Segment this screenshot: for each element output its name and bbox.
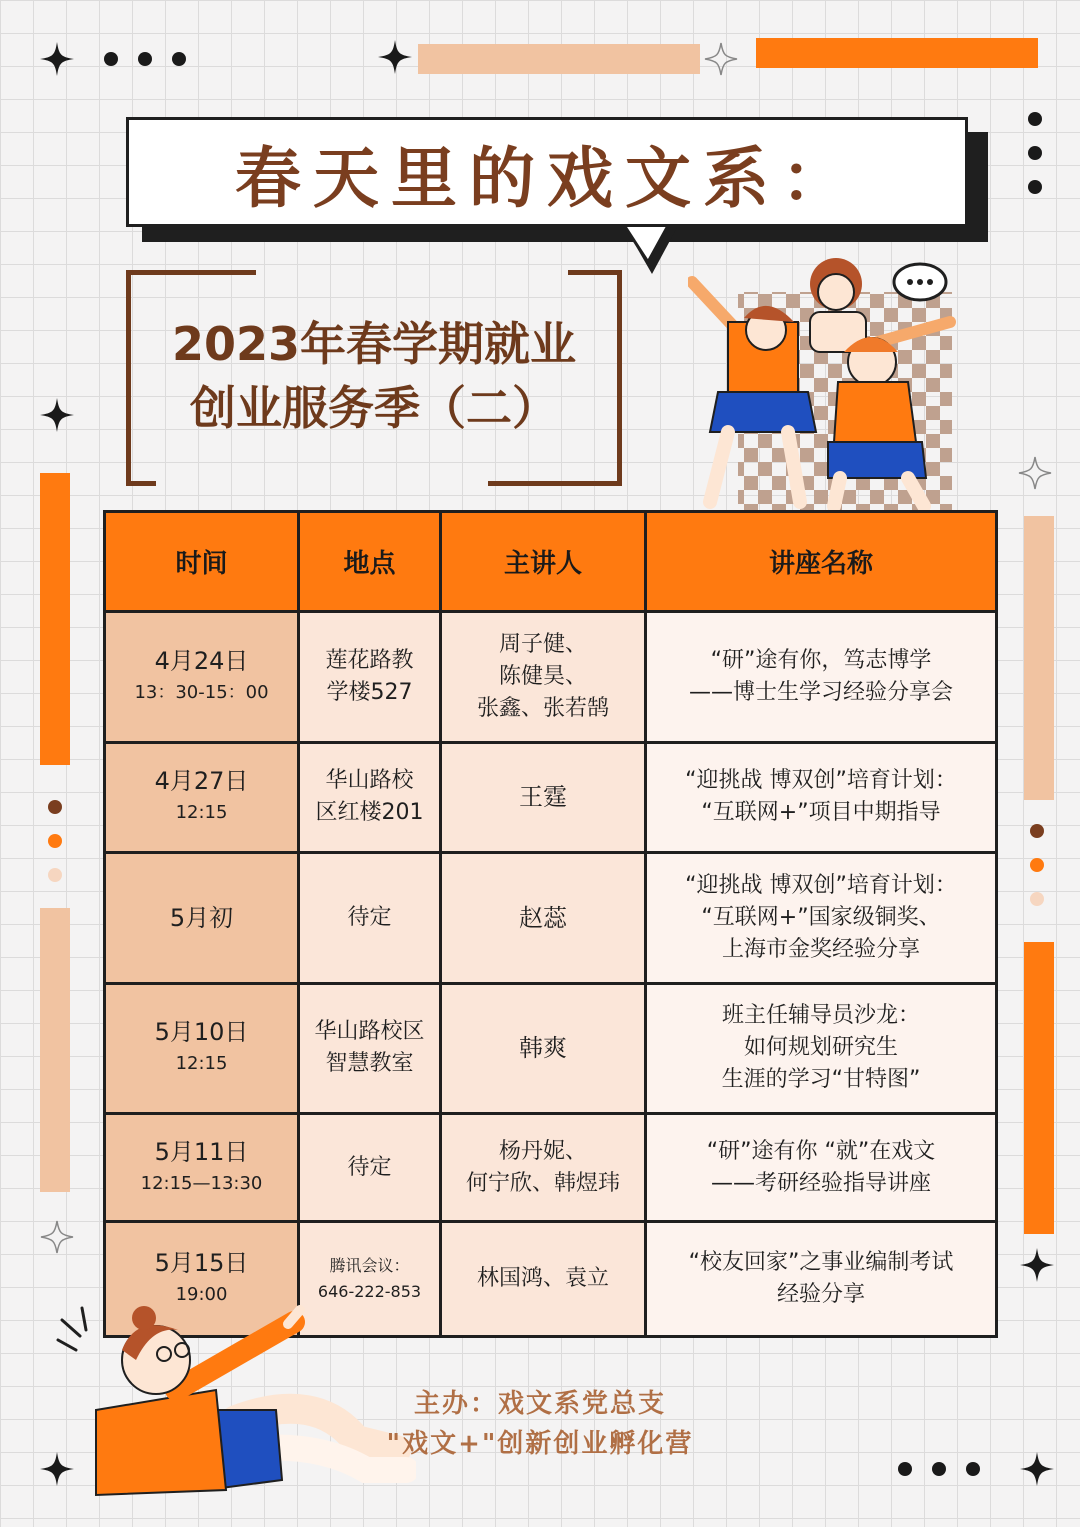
deco-dot xyxy=(1028,180,1042,194)
deco-bar-orange-left xyxy=(40,473,70,765)
speaker-line: 张鑫、张若鹄 xyxy=(476,695,609,721)
frame-corner xyxy=(568,270,622,275)
cell-place xyxy=(299,742,441,852)
table-row xyxy=(105,852,997,983)
title-line: 经验分享 xyxy=(776,1282,865,1308)
sparkle-icon xyxy=(1020,1452,1054,1486)
title-line: “研”途有你，笃志博学 xyxy=(710,647,932,673)
title-line: “互联网+”项目中期指导 xyxy=(701,800,941,826)
sparkle-outline-icon xyxy=(40,1220,74,1254)
deco-dot xyxy=(898,1462,912,1476)
cell-date xyxy=(105,1114,299,1222)
speaker-line: 赵蕊 xyxy=(519,903,567,932)
cell-place xyxy=(299,852,441,983)
place-line: 腾讯会议： xyxy=(329,1256,410,1276)
deco-dot xyxy=(138,52,152,66)
deco-bar-peach-left xyxy=(40,908,70,1192)
table-row xyxy=(105,983,997,1114)
title-line: 如何规划研究生 xyxy=(743,1035,898,1061)
deco-dot-brown xyxy=(1030,824,1044,838)
table-row xyxy=(105,742,997,852)
speaker-line: 王霆 xyxy=(519,783,567,812)
illustration-people-celebrating xyxy=(688,252,960,512)
cell-lecture-title xyxy=(646,742,997,852)
cell-lecture-title xyxy=(646,852,997,983)
deco-bar-orange-right xyxy=(1024,942,1054,1234)
place-line: 莲花路教 xyxy=(325,647,414,673)
deco-dot xyxy=(104,52,118,66)
date-text: 5月10日 xyxy=(154,1018,249,1047)
place-line: 646-222-853 xyxy=(317,1282,422,1302)
cell-date xyxy=(105,742,299,852)
speaker-line: 杨丹妮、 xyxy=(498,1138,587,1164)
cell-lecture-title xyxy=(646,1222,997,1337)
title-line: “校友回家”之事业编制考试 xyxy=(688,1250,954,1276)
date-text: 4月24日 xyxy=(154,646,249,675)
cell-speaker xyxy=(441,742,646,852)
deco-dot-peach xyxy=(1030,892,1044,906)
cell-date xyxy=(105,983,299,1114)
deco-dot xyxy=(966,1462,980,1476)
title-line: “迎挑战 博双创”培育计划： xyxy=(685,872,957,898)
frame-corner xyxy=(488,481,622,486)
deco-bar-peach-top xyxy=(418,44,700,74)
title-line: “研”途有你 “就”在戏文 xyxy=(706,1138,936,1164)
cell-lecture-title xyxy=(646,983,997,1114)
cell-speaker xyxy=(441,983,646,1114)
place-line: 待定 xyxy=(347,904,392,930)
column-header-time: 时间 xyxy=(105,512,299,612)
title-line: “互联网+”国家级铜奖、 xyxy=(701,904,941,930)
title-bubble xyxy=(126,117,968,227)
schedule-table xyxy=(103,510,998,1338)
place-line: 待定 xyxy=(347,1154,392,1180)
title-line: ——博士生学习经验分享会 xyxy=(688,679,953,705)
deco-dot xyxy=(1028,146,1042,160)
frame-corner xyxy=(126,481,156,486)
speaker-line: 林国鸿、袁立 xyxy=(476,1266,609,1292)
speech-bubble-tail xyxy=(618,222,688,278)
deco-bar-peach-right xyxy=(1024,516,1054,800)
deco-dot xyxy=(932,1462,946,1476)
subtitle-line: 创业服务季（二） xyxy=(190,381,558,435)
place-line: 华山路校区 xyxy=(314,1019,425,1045)
place-line: 学楼527 xyxy=(326,679,413,705)
time-text: 12:15—13:30 xyxy=(140,1172,263,1194)
cell-speaker xyxy=(441,1114,646,1222)
sparkle-outline-icon xyxy=(704,42,738,76)
deco-bar-orange-top xyxy=(756,38,1038,68)
title-line: ——考研经验指导讲座 xyxy=(710,1170,931,1196)
column-header-place: 地点 xyxy=(299,512,441,612)
date-text: 5月15日 xyxy=(154,1249,249,1278)
title-line: 上海市金奖经验分享 xyxy=(721,936,920,962)
sparkle-icon xyxy=(40,42,74,76)
column-header-speaker: 主讲人 xyxy=(441,512,646,612)
deco-dot xyxy=(1028,112,1042,126)
page-title: 春天里的戏文系： xyxy=(235,139,859,217)
place-line: 区红楼201 xyxy=(315,800,424,826)
date-text: 5月初 xyxy=(169,903,234,932)
deco-dot-orange xyxy=(48,834,62,848)
table-row xyxy=(105,612,997,743)
sparkle-icon xyxy=(1020,1248,1054,1282)
speaker-line: 何宁欣、韩煜玮 xyxy=(465,1170,620,1196)
deco-dot-peach xyxy=(48,868,62,882)
table-row xyxy=(105,1114,997,1222)
date-text: 5月11日 xyxy=(154,1137,249,1166)
deco-dot-brown xyxy=(48,800,62,814)
cell-date xyxy=(105,612,299,743)
cell-place xyxy=(299,983,441,1114)
title-line: “迎挑战 博双创”培育计划： xyxy=(685,768,957,794)
sparkle-outline-icon xyxy=(1018,456,1052,490)
subtitle xyxy=(126,312,622,440)
deco-dot-orange xyxy=(1030,858,1044,872)
time-text: 12:15 xyxy=(175,1053,228,1075)
footer-line: 主办：戏文系党总支 xyxy=(413,1389,666,1419)
cell-speaker xyxy=(441,612,646,743)
date-text: 4月27日 xyxy=(154,767,249,796)
speaker-line: 韩爽 xyxy=(519,1034,567,1063)
speaker-line: 周子健、 xyxy=(498,631,587,657)
cell-speaker xyxy=(441,852,646,983)
sparkle-icon xyxy=(40,398,74,432)
frame-corner xyxy=(126,270,256,275)
table-header-row xyxy=(105,512,997,612)
footer-organizers xyxy=(340,1384,740,1464)
subtitle-line: 2023年春学期就业 xyxy=(171,317,577,371)
footer-line: "戏文+"创新创业孵化营 xyxy=(386,1429,694,1459)
time-text: 13：30-15：00 xyxy=(134,681,269,703)
place-line: 华山路校 xyxy=(325,768,414,794)
column-header-lecture-title: 讲座名称 xyxy=(646,512,997,612)
place-line: 智慧教室 xyxy=(325,1051,414,1077)
title-line: 班主任辅导员沙龙： xyxy=(721,1003,920,1029)
cell-lecture-title xyxy=(646,1114,997,1222)
time-text: 12:15 xyxy=(175,802,228,824)
time-text: 19:00 xyxy=(175,1284,228,1306)
speaker-line: 陈健昊、 xyxy=(498,663,587,689)
cell-speaker xyxy=(441,1222,646,1337)
cell-place xyxy=(299,1114,441,1222)
cell-place xyxy=(299,612,441,743)
title-line: 生涯的学习“甘特图” xyxy=(721,1067,921,1093)
deco-dot xyxy=(172,52,186,66)
cell-lecture-title xyxy=(646,612,997,743)
cell-date xyxy=(105,852,299,983)
sparkle-icon xyxy=(378,40,412,74)
